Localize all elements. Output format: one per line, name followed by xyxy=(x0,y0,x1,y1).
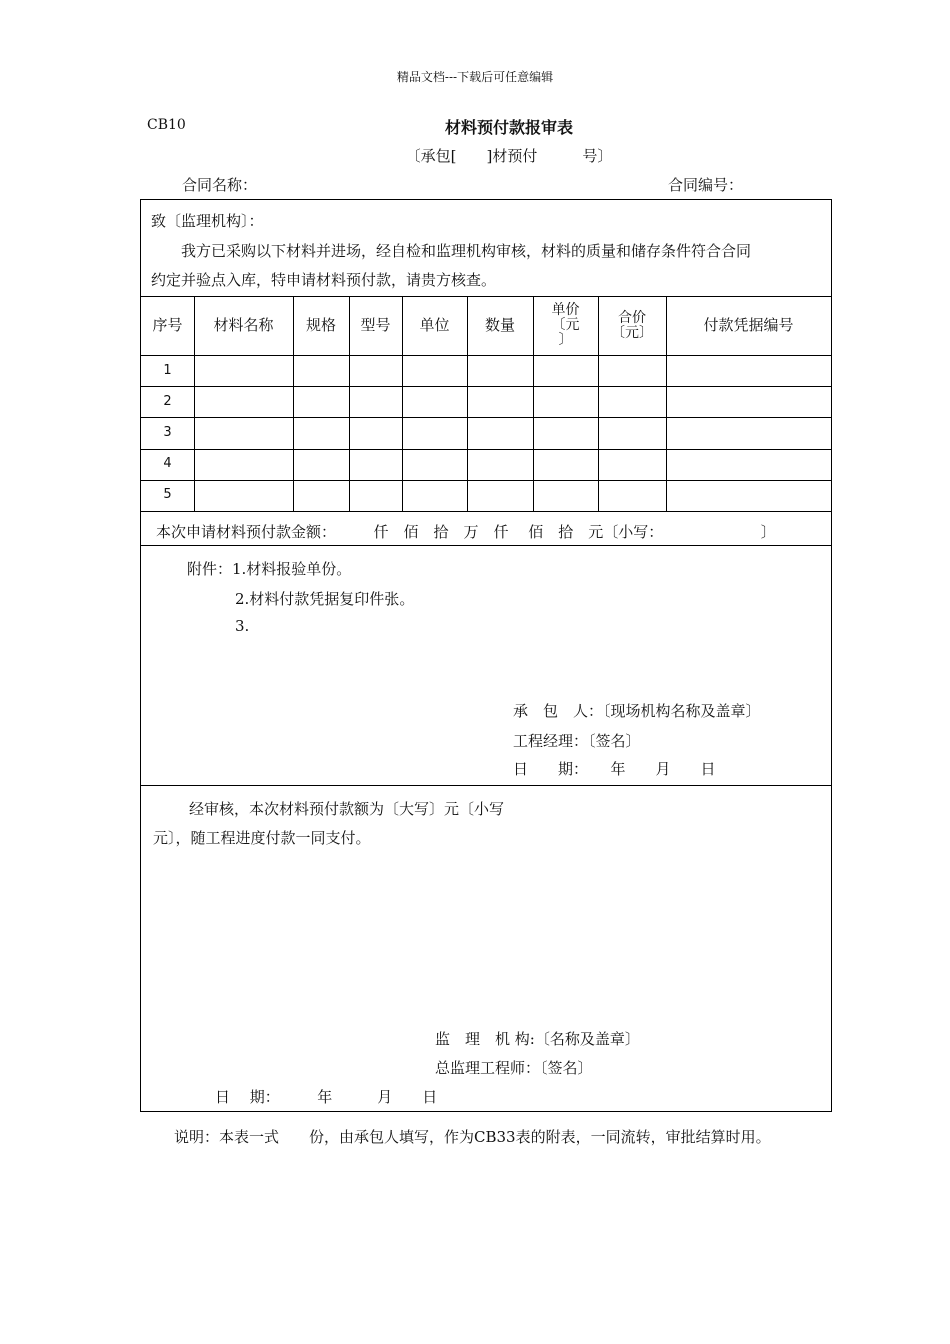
header-total-price-line-2: 〔元〕 xyxy=(611,324,653,341)
row-border xyxy=(141,417,831,418)
review-text-line-1: 经审核，本次材料预付款额为〔大写〕元〔小写 xyxy=(189,800,505,818)
row-number: 2 xyxy=(163,394,172,409)
header-spec: 规格 xyxy=(305,316,336,334)
header-total-price-line-1: 合价 xyxy=(618,309,646,326)
form-title: 材料预付款报审表 xyxy=(444,118,573,137)
row-number: 5 xyxy=(163,487,172,502)
contractor-line: 承 包 人：〔现场机构名称及盖章〕 xyxy=(513,702,761,720)
table-header-border xyxy=(141,355,831,356)
header-voucher-no: 付款凭据编号 xyxy=(703,316,794,334)
request-text-line-1: 我方已采购以下材料并进场，经自检和监理机构审核，材料的质量和储存条件符合合同 xyxy=(181,242,752,260)
header-seq: 序号 xyxy=(152,316,183,334)
header-quantity: 数量 xyxy=(484,316,515,334)
contract-no-label: 合同编号： xyxy=(668,176,744,194)
form-subtitle: 〔承包[ ]材预付 号〕 xyxy=(405,147,613,165)
supervisor-date-line: 日 期： 年 月 日 xyxy=(215,1088,438,1106)
header-note: 精品文档---下载后可任意编辑 xyxy=(396,70,554,84)
header-unit-price-line-2: 〔元 xyxy=(551,317,580,333)
row-number: 4 xyxy=(163,456,172,471)
addressee-line: 致〔监理机构〕： xyxy=(151,212,264,230)
row-number: 3 xyxy=(163,425,172,440)
attachment-1: 附件：1.材料报验单份。 xyxy=(187,560,352,578)
header-total-price xyxy=(598,297,666,354)
review-text-line-2: 元〕，随工程进度付款一同支付。 xyxy=(153,829,371,847)
row-border xyxy=(141,480,831,481)
table-bottom-border xyxy=(141,511,831,512)
footnote: 说明：本表一式 份，由承包人填写，作为CB33表的附表，一同流转，审批结算时用。 xyxy=(174,1128,771,1146)
contract-name-label: 合同名称： xyxy=(182,176,258,194)
header-unit-price-line-1: 单价 xyxy=(551,302,580,318)
header-unit-price xyxy=(533,297,598,354)
supervisor-org-line: 监 理 机 构:〔名称及盖章〕 xyxy=(435,1030,640,1048)
row-border xyxy=(141,449,831,450)
contractor-date-line: 日 期： 年 月 日 xyxy=(513,760,716,778)
header-unit-price-line-3: 〕 xyxy=(558,332,573,348)
attachment-3: 3. xyxy=(235,617,250,635)
header-model: 型号 xyxy=(360,316,391,334)
row-number: 1 xyxy=(163,363,172,378)
amount-section-border xyxy=(141,545,831,546)
header-unit: 单位 xyxy=(419,316,450,334)
amount-line: 本次申请材料预付款金额： 仟 佰 拾 万 仟 佰 拾 元〔小写： 〕 xyxy=(156,523,776,541)
request-text-line-2: 约定并验点入库，特申请材料预付款，请贵方核查。 xyxy=(151,271,497,289)
row-border xyxy=(141,386,831,387)
header-material-name: 材料名称 xyxy=(213,316,274,334)
chief-supervisor-line: 总监理工程师：〔签名〕 xyxy=(435,1059,593,1077)
form-frame xyxy=(140,199,832,1112)
attachment-2: 2.材料付款凭据复印件张。 xyxy=(235,590,415,608)
review-section-border xyxy=(141,785,831,786)
form-code: CB10 xyxy=(147,117,186,133)
project-manager-line: 工程经理：〔签名〕 xyxy=(513,732,641,750)
